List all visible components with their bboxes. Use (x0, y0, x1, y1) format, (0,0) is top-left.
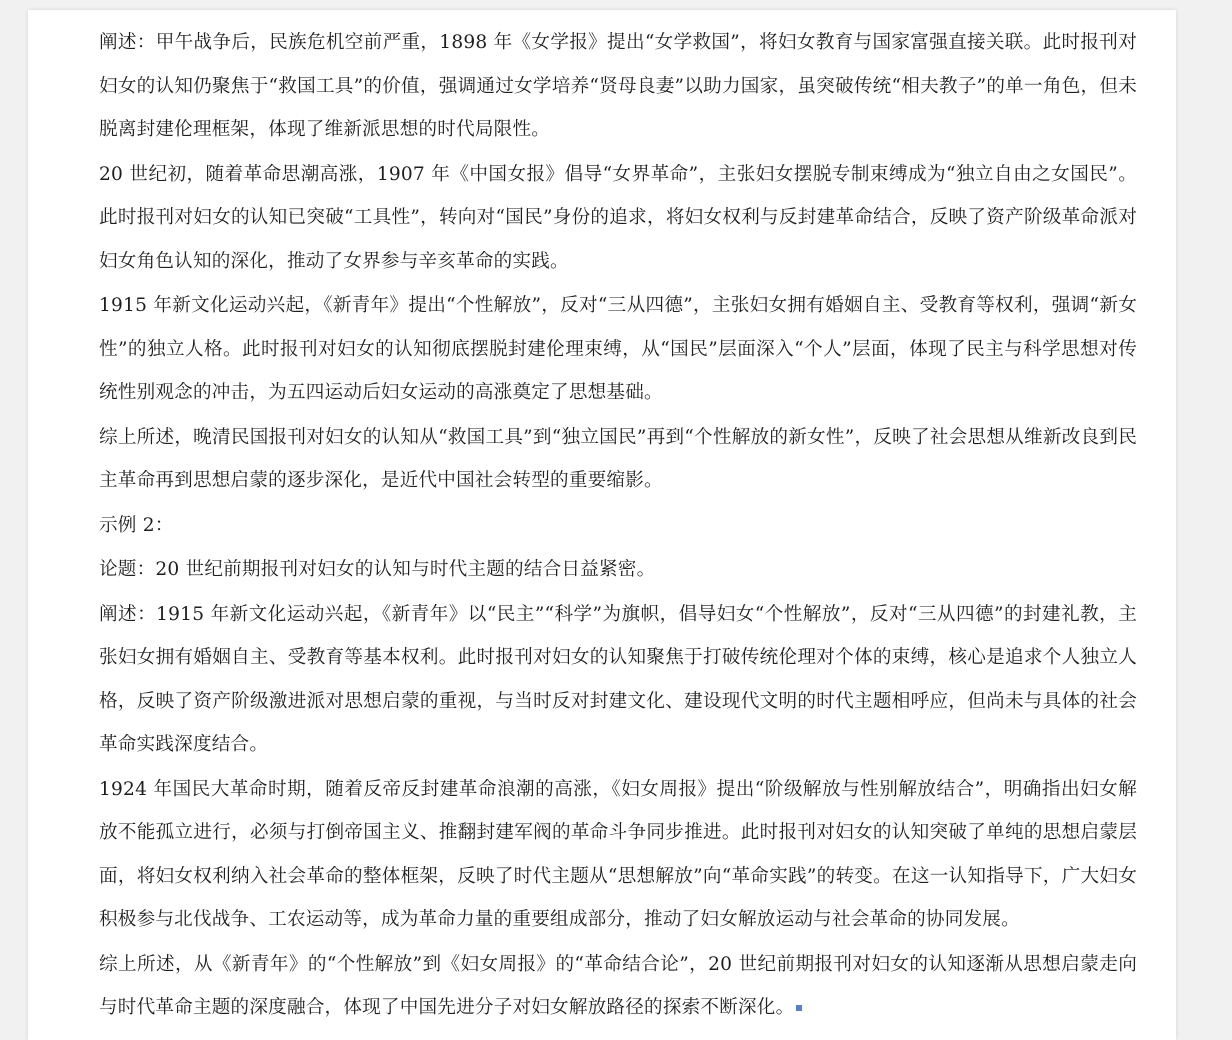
text-cursor-icon (796, 1005, 802, 1011)
paragraph-1907: 20 世纪初，随着革命思潮高涨，1907 年《中国女报》倡导“女界革命”，主张妇女摆脱专制束缚成为“独立自由之女国民”。此时报刊对妇女的认知已突破“工具性”，转向对“国民”身份的追求，将妇女权利与反封建革命结合，反映了资产阶级革命派对妇女角色认知的深化，推动了女界参与辛亥革命的实践。 (99, 163, 1137, 272)
paragraph-elaboration-1898: 阐述：甲午战争后，民族危机空前严重，1898 年《女学报》提出“女学救国”，将妇女教育与国家富强直接关联。此时报刊对妇女的认知仍聚焦于“救国工具”的价值，强调通过女学培养“贤母良妻”以助力国家，虽突破传统“相夫教子”的单一角色，但未脱离封建伦理框架，体现了维新派思想的时代局限性。 (99, 32, 1137, 140)
paragraph-1924: 1924 年国民大革命时期，随着反帝反封建革命浪潮的高涨，《妇女周报》提出“阶级解放与性别解放结合”，明确指出妇女解放不能孤立进行，必须与打倒帝国主义、推翻封建军阀的革命斗争同步推进。此时报刊对妇女的认知突破了单纯的思想启蒙层面，将妇女权利纳入社会革命的整体框架，反映了时代主题从“思想解放”向“革命实践”的转变。在这一认知指导下，广大妇女积极参与北伐战争、工农运动等，成为革命力量的重要组成部分，推动了妇女解放运动与社会革命的协同发展。 (99, 778, 1137, 930)
paragraph-elaboration-1915: 阐述：1915 年新文化运动兴起，《新青年》以“民主”“科学”为旗帜，倡导妇女“个性解放”，反对“三从四德”的封建礼教，主张妇女拥有婚姻自主、受教育等基本权利。此时报刊对妇女的认知聚焦于打破传统伦理对个体的束缚，核心是追求个人独立人格，反映了资产阶级激进派对思想启蒙的重视，与当时反对封建文化、建设现代文明的时代主题相呼应，但尚未与具体的社会革命实践深度结合。 (99, 603, 1137, 755)
document-page (28, 10, 1176, 1040)
paragraph-summary-1: 综上所述，晚清民国报刊对妇女的认知从“救国工具”到“独立国民”再到“个性解放的新女性”，反映了社会思想从维新改良到民主革命再到思想启蒙的逐步深化，是近代中国社会转型的重要缩影。 (99, 426, 1137, 491)
thesis-example-2: 论题：20 世纪前期报刊对妇女的认知与时代主题的结合日益紧密。 (99, 559, 656, 580)
paragraph-1915: 1915 年新文化运动兴起，《新青年》提出“个性解放”，反对“三从四德”，主张妇女拥有婚姻自主、受教育等权利，强调“新女性”的独立人格。此时报刊对妇女的认知彻底摆脱封建伦理束缚，从“国民”层面深入“个人”层面，体现了民主与科学思想对传统性别观念的冲击，为五四运动后妇女运动的高涨奠定了思想基础。 (99, 295, 1137, 403)
example-2-heading: 示例 2： (99, 514, 174, 536)
paragraph-summary-2 (99, 943, 1137, 1030)
summary-2-text: 综上所述，从《新青年》的“个性解放”到《妇女周报》的“革命结合论”，20 世纪前期报刊对妇女的认知逐渐从思想启蒙走向与时代革命主题的深度融合，体现了中国先进分子对妇女解放路径的探索不断深化。 (99, 953, 1137, 1018)
document-body (99, 21, 1137, 1030)
